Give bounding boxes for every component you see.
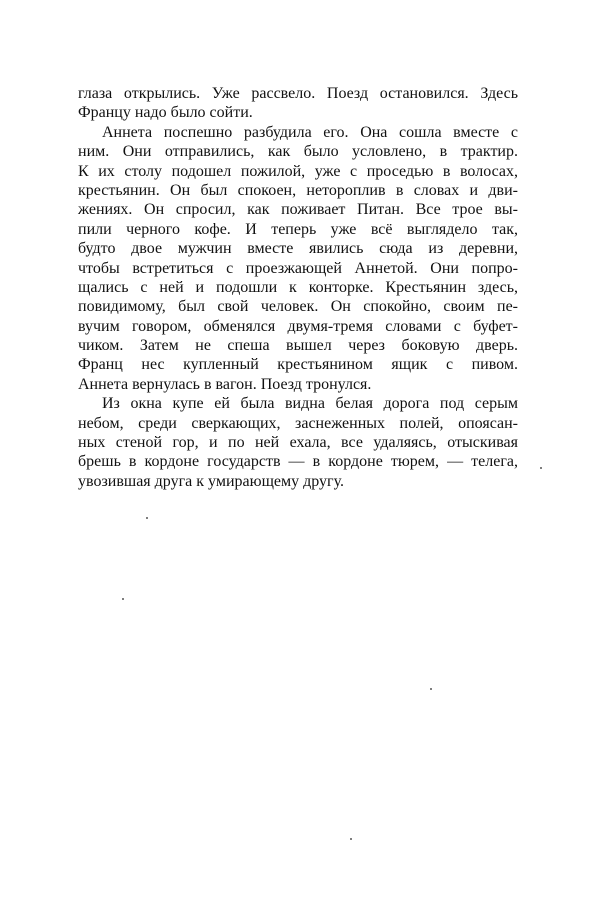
scan-speck	[122, 598, 124, 600]
scan-speck	[350, 838, 352, 840]
text-line: ним. Они отправились, как было условлено, в трактир.	[78, 143, 518, 161]
text-line: Из окна купе ей была видна белая дорога под серым	[102, 395, 518, 413]
text-line: повидимому, был свой человек. Он спокойно, своим пе-	[78, 298, 518, 316]
paragraph	[78, 394, 518, 491]
paragraph	[78, 84, 518, 123]
text-line: жениях. Он спросил, как поживает Питан. Все трое вы-	[78, 201, 518, 219]
text-line: увозившая друга к умирающему другу.	[78, 472, 344, 490]
text-line: щались с ней и подошли к конторке. Крестьянин здесь,	[78, 278, 518, 296]
scan-speck	[146, 517, 148, 519]
text-line: вучим говором, обменялся двумя-тремя словами с буфет-	[78, 317, 518, 335]
text-line: чтобы встретиться с проезжающей Аннетой. Они попро-	[78, 259, 518, 277]
text-line: крестьянин. Он был спокоен, нетороплив в словах и дви-	[78, 181, 518, 199]
scan-speck	[430, 688, 432, 690]
text-line: Франц нес купленный крестьянином ящик с пивом.	[78, 356, 518, 374]
text-line: небом, среди сверкающих, заснеженных полей, опоясан-	[78, 414, 518, 432]
text-line: брешь в кордоне государств — в кордоне тюрем, — телега,	[78, 453, 518, 471]
scan-speck	[540, 467, 542, 469]
text-line: Францу надо было сойти.	[78, 104, 253, 122]
text-line: ных стеной гор, и по ней ехала, все удаляясь, отыскивая	[78, 434, 518, 452]
text-line: Аннета поспешно разбудила его. Она сошла вместе с	[102, 123, 518, 141]
text-line: чиком. Затем не спеша вышел через боковую дверь.	[78, 337, 518, 355]
text-line: будто двое мужчин вместе явились сюда из деревни,	[78, 240, 518, 258]
paragraph	[78, 123, 518, 394]
text-line: К их столу подошел пожилой, уже с проседью в волосах,	[78, 162, 518, 180]
text-line: глаза открылись. Уже рассвело. Поезд остановился. Здесь	[78, 85, 518, 102]
text-line: пили черного кофе. И теперь уже всё выглядело так,	[78, 220, 518, 238]
text-line: Аннета вернулась в вагон. Поезд тронулся.	[78, 375, 372, 393]
page-text	[78, 84, 518, 491]
